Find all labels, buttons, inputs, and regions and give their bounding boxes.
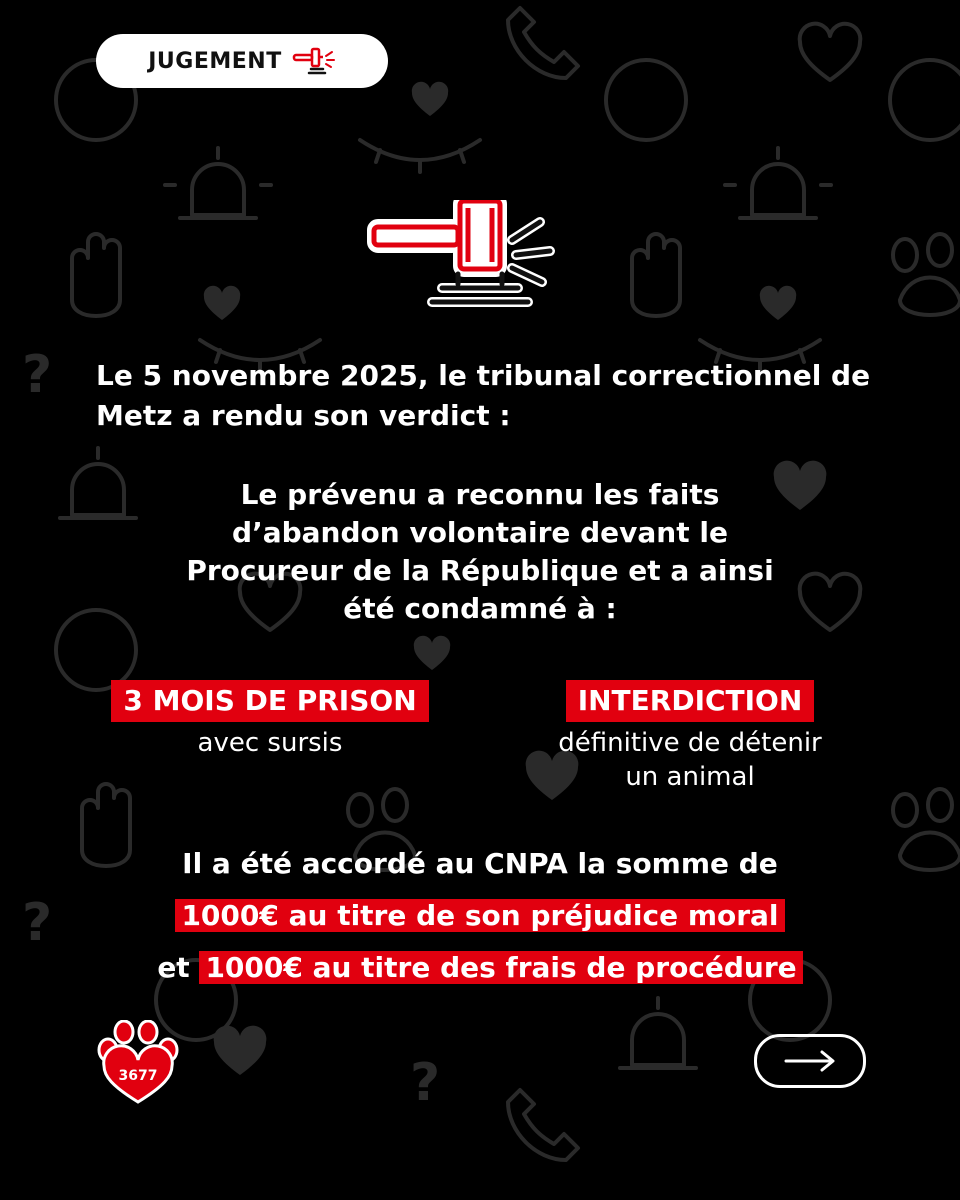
sentence-label: 3 MOIS DE PRISON [111, 680, 428, 722]
sentence-detail: définitive de détenir [558, 728, 822, 758]
intro-text: Le 5 novembre 2025, le tribunal correctionnel de Metz a rendu son verdict : [96, 359, 871, 432]
award-block [80, 842, 880, 998]
heart-icon [412, 82, 448, 116]
statement-line: été condamné à : [343, 592, 617, 625]
paw-icon [893, 234, 960, 315]
alarm-light-icon [165, 148, 271, 218]
paw-heart-logo [94, 1020, 184, 1104]
statement-line: Le prévenu a reconnu les faits [240, 478, 720, 511]
phone-icon [508, 1090, 578, 1160]
gavel-icon [292, 46, 336, 76]
statement-line: Procureur de la République et a ainsi [186, 554, 774, 587]
section-tag-label: JUGEMENT [148, 48, 282, 74]
ball-icon [606, 60, 686, 140]
heart-icon [760, 286, 796, 320]
sentence-label: INTERDICTION [566, 680, 815, 722]
statement-line: d’abandon volontaire devant le [232, 516, 728, 549]
question-mark-icon: ? [22, 893, 53, 953]
logo-number: 3677 [118, 1068, 158, 1084]
arrow-right-icon [782, 1049, 838, 1073]
phone-icon [508, 8, 578, 78]
heart-icon [414, 636, 450, 670]
heart-icon [204, 286, 240, 320]
section-tag [96, 34, 388, 88]
sentence-ban [520, 680, 860, 794]
sentence-prison [96, 680, 444, 760]
gavel-icon [362, 200, 582, 310]
verdict-statement [120, 476, 840, 628]
hand-icon [632, 234, 680, 316]
question-mark-icon: ? [410, 1053, 441, 1113]
next-button[interactable] [754, 1034, 866, 1088]
question-mark-icon: ? [22, 345, 53, 405]
sentence-detail: un animal [625, 762, 755, 792]
alarm-light-icon [620, 998, 696, 1068]
heart-icon [800, 24, 861, 80]
award-line: Il a été accordé au CNPA la somme de [182, 847, 778, 880]
award-prefix: et [157, 951, 190, 984]
award-highlight: 1000€ au titre de son préjudice moral [175, 899, 784, 932]
ball-icon [890, 60, 960, 140]
sentence-detail: avec sursis [197, 728, 343, 758]
hand-icon [72, 234, 120, 316]
award-highlight: 1000€ au titre des frais de procédure [199, 951, 802, 984]
alarm-light-icon [725, 148, 831, 218]
eye-icon [360, 140, 480, 172]
paw-icon [893, 789, 960, 870]
